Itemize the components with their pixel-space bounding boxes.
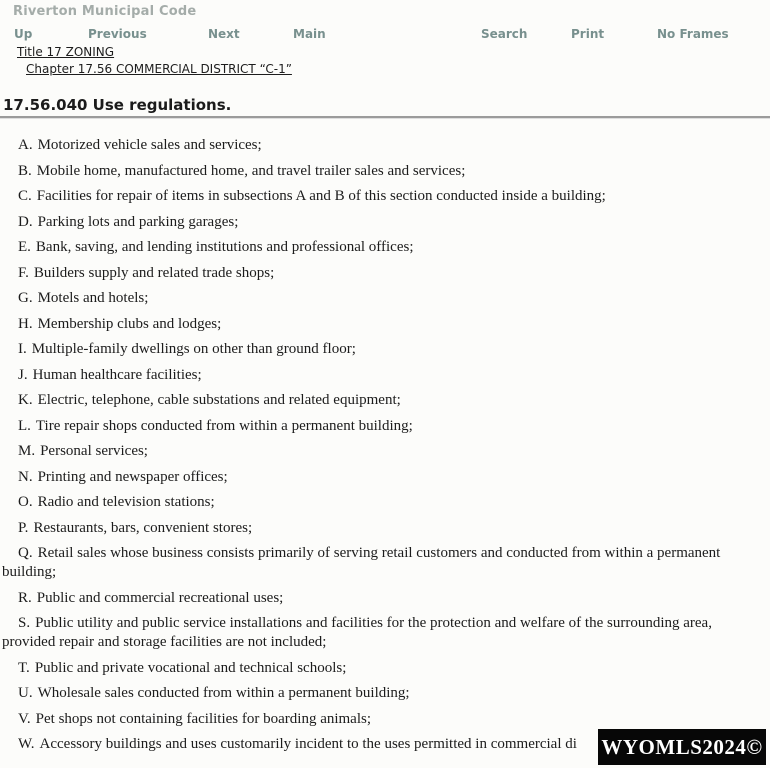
item-letter: O. xyxy=(18,494,33,510)
nav-link-main[interactable]: Main xyxy=(293,27,326,41)
breadcrumb-chapter-link[interactable]: Chapter 17.56 COMMERCIAL DISTRICT “C-1” xyxy=(26,62,292,76)
list-item xyxy=(2,238,754,257)
nav-link-next[interactable]: Next xyxy=(208,27,240,41)
item-letter: B. xyxy=(18,162,32,179)
breadcrumb-title-link[interactable]: Title 17 ZONING xyxy=(17,45,115,59)
item-letter: K. xyxy=(18,392,33,408)
item-letter: I. xyxy=(18,341,27,357)
nav-link-search[interactable]: Search xyxy=(481,27,528,41)
list-item xyxy=(2,519,754,538)
item-text: Retail sales whose business consists primarily of serving retail customers and conducted from within a permanent building; xyxy=(2,545,721,580)
item-text: Printing and newspaper offices; xyxy=(37,468,228,485)
list-item xyxy=(2,264,754,283)
item-text: Personal services; xyxy=(40,443,148,459)
nav-link-print[interactable]: Print xyxy=(571,27,605,41)
nav-link-previous[interactable]: Previous xyxy=(88,27,147,41)
use-regulations-list xyxy=(2,136,754,761)
watermark-badge: WYOMLS2024© xyxy=(598,729,766,765)
item-text: Radio and television stations; xyxy=(37,494,215,510)
list-item xyxy=(2,391,754,410)
section-heading: 17.56.040 Use regulations. xyxy=(3,96,232,114)
list-item xyxy=(2,659,754,678)
list-item xyxy=(2,710,754,729)
frame-nav-bar xyxy=(0,27,770,43)
item-letter: M. xyxy=(18,443,36,459)
list-item xyxy=(2,162,754,181)
item-text: Motorized vehicle sales and services; xyxy=(37,137,262,153)
item-letter: S. xyxy=(18,615,31,631)
item-letter: E. xyxy=(18,239,31,255)
item-letter: N. xyxy=(18,468,33,485)
item-text: Accessory buildings and uses customarily incident to the uses permitted in commercial di xyxy=(39,736,577,752)
item-text: Public utility and public service installations and facilities for the protection and welfare of the surrounding area, provided repair and storage facilities are not included; xyxy=(2,615,712,650)
item-letter: R. xyxy=(18,589,32,606)
item-text: Mobile home, manufactured home, and travel trailer sales and services; xyxy=(36,162,466,179)
list-item xyxy=(2,187,754,206)
list-item xyxy=(2,442,754,461)
item-text: Builders supply and related trade shops; xyxy=(33,264,275,281)
nav-link-no-frames[interactable]: No Frames xyxy=(657,27,729,41)
list-item xyxy=(2,493,754,512)
item-text: Restaurants, bars, convenient stores; xyxy=(33,519,253,536)
list-item xyxy=(2,289,754,308)
list-item xyxy=(2,684,754,703)
item-letter: F. xyxy=(18,264,29,281)
item-text: Wholesale sales conducted from within a permanent building; xyxy=(37,685,410,701)
item-text: Public and commercial recreational uses; xyxy=(36,589,284,606)
list-item xyxy=(2,417,754,436)
heading-divider xyxy=(0,116,770,119)
item-text: Facilities for repair of items in subsections A and B of this section conducted inside a building; xyxy=(36,188,606,204)
list-item xyxy=(2,340,754,359)
item-letter: U. xyxy=(18,685,33,701)
item-text: Motels and hotels; xyxy=(37,290,149,306)
item-letter: T. xyxy=(18,659,30,676)
item-text: Pet shops not containing facilities for boarding animals; xyxy=(35,710,372,727)
item-letter: A. xyxy=(18,137,33,153)
list-item xyxy=(2,614,754,652)
item-text: Bank, saving, and lending institutions and professional offices; xyxy=(35,239,414,255)
item-text: Public and private vocational and technical schools; xyxy=(34,659,347,676)
list-item xyxy=(2,366,754,385)
list-item xyxy=(2,315,754,334)
list-item xyxy=(2,213,754,232)
item-letter: G. xyxy=(18,290,33,306)
item-letter: Q. xyxy=(18,545,33,561)
list-item xyxy=(2,544,754,582)
item-letter: D. xyxy=(18,213,33,230)
item-text: Membership clubs and lodges; xyxy=(37,315,222,332)
item-text: Multiple-family dwellings on other than ground floor; xyxy=(31,341,356,357)
item-text: Tire repair shops conducted from within a permanent building; xyxy=(35,417,413,434)
item-letter: V. xyxy=(18,710,31,727)
item-text: Human healthcare facilities; xyxy=(32,366,202,383)
list-item xyxy=(2,589,754,608)
item-letter: J. xyxy=(18,366,28,383)
item-letter: P. xyxy=(18,519,29,536)
list-item xyxy=(2,468,754,487)
item-text: Parking lots and parking garages; xyxy=(37,213,239,230)
site-title: Riverton Municipal Code xyxy=(13,4,197,19)
nav-link-up[interactable]: Up xyxy=(14,27,33,41)
item-letter: L. xyxy=(18,417,31,434)
list-item xyxy=(2,136,754,155)
item-text: Electric, telephone, cable substations and related equipment; xyxy=(37,392,401,408)
item-letter: C. xyxy=(18,188,32,204)
item-letter: W. xyxy=(18,736,35,752)
item-letter: H. xyxy=(18,315,33,332)
